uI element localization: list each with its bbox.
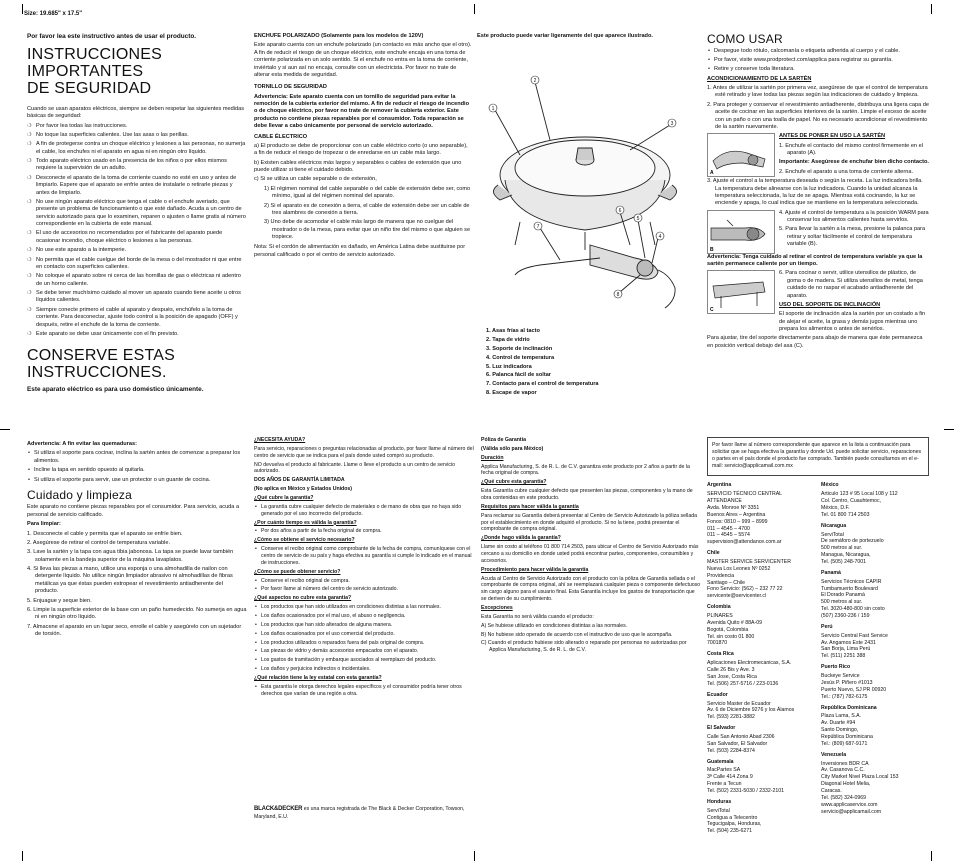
safety-item: ❍ No coloque el aparato sobre ni cerca de las hornillas de gas o eléctricas ni adentro de un horno caliente.: [27, 273, 247, 288]
cable-b: b) Existen cables eléctricos más largos y separables o cables de extensión que uno puede utilizar si tiene el cuidado debido.: [254, 159, 462, 173]
burn-warning-item: • Si utiliza el soporte para cocinar, inclina la sartén antes de comenzar a preparar los alimentos.: [27, 450, 247, 465]
care-item: 6. Limpie la superficie exterior de la base con un paño humedecido. No sumerja en agua ni en ningún otro líquido.: [27, 606, 247, 621]
service-line: Tel. (593) 2281-3882: [707, 714, 755, 721]
safety-item: ❍ Por favor lea todas las instrucciones.: [27, 123, 247, 130]
care-item: 5. Enjuague y seque bien.: [27, 597, 92, 604]
service-line: Buenos Aires – Argentina: [707, 511, 766, 518]
mx-duration-title: Duración: [481, 454, 504, 461]
service-line: Tel. 01 800 714 2503: [821, 511, 870, 518]
service-line: City Market Nivel Plaza Local 153: [821, 774, 899, 781]
service-line: 7001870: [707, 640, 728, 647]
polarized-title: ENCHUFE POLARIZADO (Solamente para los modelos de 120V): [254, 33, 424, 39]
safety-item: ❍ Todo aparato eléctrico usado en la presencia de los niños o por ellos mismos requiere la supervisión de un adulto.: [27, 158, 247, 173]
mx-coverage-title: ¿Qué cubre esta garantía?: [481, 479, 547, 486]
mx-where-text: Llame sin costo al teléfono 01 800 714 2503, para ubicar el Centro de Servicio Autorizado más cercano a su domicilio en donde usted podrá encontrar partes, componentes, consumibles y accesorios.: [481, 544, 699, 564]
mx-procedure-title: Procedimiento para hacer válida la garantía: [481, 566, 589, 573]
safety-item: ❍ No permita que el cable cuelgue del borde de la mesa o del mostrador ni que entre en contacto con superficies calientes.: [27, 257, 247, 272]
safety-title-1: INSTRUCCIONES IMPORTANTES: [27, 46, 163, 81]
warranty-question: ¿Cómo se obtiene el servicio necesario?: [254, 537, 355, 544]
service-country: Honduras: [707, 798, 732, 805]
brand-logo: BLACK&DECKER: [254, 806, 303, 812]
service-country: República Dominicana: [821, 704, 877, 711]
service-line: Servicio Master de Ecuador: [707, 700, 771, 707]
service-line: Fonos: 0810 – 999 – 8999: [707, 518, 768, 525]
service-line: (507) 2360-236 / 159: [821, 613, 870, 620]
service-line: 3ª Calle 414 Zona 9: [707, 774, 753, 781]
warranty-question: ¿Por cuánto tiempo es válida la garantía?: [254, 519, 357, 526]
warranty-answer: • Los productos que han sido utilizados en condiciones distintas a las normales.: [254, 604, 474, 611]
crop-mark: [474, 4, 475, 14]
cable-a: a) El producto se debe de proporcionar con un cable eléctrico corto (o uno separable), a fin de reducir el riesgo de tropezar o de enredarse en un cable más largo.: [254, 142, 468, 157]
conditioning-item: 2. Para proteger y conservar el revestimiento antiadherente, distribuya una ligera capa de aceite de cocinar en las superficies interiores de la sartén. Limpie el exceso de aceite con un paño o con una toalla de papel. No es necesario acondicionar el revestimiento de la sartén nuevamente.: [707, 101, 930, 130]
before-use-warning: Advertencia: Tenga cuidado al retirar el control de temperatura variable ya que la sartén permanece caliente por un tiempo.: [707, 253, 923, 268]
service-country: Argentina: [707, 482, 732, 489]
service-line: Inversiones BDR CA: [821, 760, 869, 767]
callout-number: 8: [616, 292, 620, 298]
care-item: 3. Lave la sartén y la tapa con agua tibia jabonosa. La tapa se puede lavar también solamente en la bandeja superior de la máquina lavaplatos.: [27, 549, 234, 563]
part-item: 4. Control de temperatura: [486, 354, 555, 361]
mx-requirements-title: Requisitos para hacer válida la garantía: [481, 503, 579, 510]
warranty-answer: • La garantía cubre cualquier defecto de materiales o de mano de obra que no haya sido generado por el uso incorrecto del producto.: [254, 504, 474, 518]
safety-item: ❍ No use este aparato a la intemperie.: [27, 247, 247, 254]
safety-title-2: DE SEGURIDAD: [27, 80, 152, 98]
callout-number: 7: [536, 224, 540, 230]
service-line: Avenida Quito # 88A-09: [707, 619, 762, 626]
mx-exception-item: B) No hubiese sido operado de acuerdo con el instructivo de uso que le acompaña.: [481, 631, 673, 638]
crop-mark: [22, 851, 23, 861]
crop-mark: [931, 4, 932, 14]
service-line: Tel. (511) 2251 388: [821, 653, 866, 660]
service-country: Ecuador: [707, 691, 728, 698]
safety-column: [27, 33, 247, 396]
illustration-note: Este producto puede variar ligeramente del que aparece ilustrado.: [477, 33, 653, 39]
warranty-help-title: ¿NECESITA AYUDA?: [254, 437, 306, 443]
service-line: Buckeye Service: [821, 673, 860, 680]
safety-item: ❍ No use ningún aparato eléctrico que tenga el cable o el enchufe averiado, que presente un problema de funcionamiento o que esté dañado. Acuda a un centro de servicio autorizado para que lo examinen, reparen o ajusten o llame gratis al número correspondiente en la cubierta de este manual.: [27, 199, 247, 229]
before-use-step-4: 4. Ajuste el control de temperatura a la posición WARM para conservar los alimentos calientes hasta servirlos.: [779, 209, 929, 224]
service-line: Tel. (506) 257-5716 / 223-0136: [707, 680, 779, 687]
service-line: Plaza Lama, S.A.: [821, 713, 862, 720]
part-item: 1. Asas frías al tacto: [486, 328, 540, 334]
service-country: Nicaragua: [821, 522, 847, 529]
service-line: servicio@applicamail.com: [821, 808, 882, 815]
part-item: 3. Soporte de inclinación: [486, 345, 553, 352]
service-line: Tel. (504) 235-6271: [707, 828, 752, 835]
service-line: Tumbamuerto Boulevard: [821, 585, 878, 592]
callout-number: 3: [670, 121, 674, 127]
before-use-step-6: 6. Para cocinar o servir, utilice utensilios de plástico, de goma o de madera. Si utiliza utensilios de metal, tenga cuidado de no raspar el acabado antiadherente del aparato.: [779, 270, 923, 299]
before-use-step-1: 1. Enchufe el contacto del mismo control firmemente en el aparato (A).: [779, 142, 923, 157]
warranty-answer: • Las piezas de vidrio y demás accesorios empacados con el aparato.: [254, 648, 474, 655]
service-line: Tegucigalpa, Honduras,: [707, 821, 762, 828]
warranty-answer: • Esta garantía le otorga derechos legales específicos y el consumidor podría tener otros derechos que varían de una región a otra.: [254, 684, 474, 698]
before-use-step-2: 2. Enchufe el aparato a una toma de corriente alterna.: [779, 168, 914, 175]
burn-warning-list: [27, 450, 247, 484]
conserve-title-2: INSTRUCCIONES.: [27, 364, 167, 382]
warranty-answer: • Conserve el recibo original como comprobante de la fecha de compra, comuníquese con el centro de servicio de su país y haga efectiva su garantía si cumple lo indicado en el manual de instrucciones.: [254, 546, 474, 567]
service-line: República Dominicana: [821, 733, 873, 740]
service-line: SERVICIO TÉCNICO CENTRAL: [707, 491, 783, 498]
warranty-question: ¿Cómo se puede obtener servicio?: [254, 568, 341, 575]
service-line: Tel. 3020-480-800 sin costo: [821, 606, 885, 613]
cable-c-list: [254, 186, 472, 242]
service-line: Av. Angamos Este 2431: [821, 639, 876, 646]
safety-item: ❍ Siempre conecte primero el cable al aparato y después, enchúfelo a la toma de corriente. Para desconectar, ajuste todo control a la posición de apagado (OFF) y después, retire el enchufe de la toma de corriente.: [27, 307, 247, 329]
mx-requirements-text: Para reclamar su Garantía deberá presentar al Centro de Servicio Autorizado la póliza sellada por el establecimiento en donde adquirió el producto. Si no la tiene, podrá presentar el comprobante de compra original.: [481, 512, 697, 533]
service-country: El Salvador: [707, 725, 736, 732]
service-line: Articulo 123 # 95 Local 108 y 112: [821, 491, 898, 498]
service-line: México, D.F.: [821, 505, 850, 512]
service-country: Guatemala: [707, 758, 734, 765]
service-line: ServiTotal: [821, 531, 844, 538]
service-line: 500 metros al sur.: [821, 599, 863, 606]
crop-mark: [944, 429, 954, 430]
service-line: supervision@attendance.com.ar: [707, 539, 782, 546]
safety-item: ❍ Desconecte el aparato de la toma de corriente cuando no esté en uso y antes de limpiarlo. Espere que el aparato se enfríe antes de instalarle o retirarle piezas y antes de limpiarlo.: [27, 175, 247, 197]
conditioning-item: 1. Antes de utilizar la sartén por primera vez, asegúrese de que el control de temperatura esté retirado y lave todas las piezas según las indicaciones de cuidado y limpieza.: [707, 85, 928, 99]
service-line: Frente a Tecun: [707, 781, 742, 788]
parts-list: [486, 328, 686, 399]
size-label: Size: 19.685" x 17.5": [24, 11, 83, 17]
service-line: 500 metros al sur.: [821, 545, 863, 552]
care-item: 1. Desconecte el cable y permita que el aparato se enfríe bien.: [27, 530, 183, 537]
before-use-important: Importante: Asegúrese de enchufar bien dicho contacto.: [779, 159, 929, 166]
burn-warning-item: • Si utiliza el soporte para servir, use un protector o un guante de cocina.: [27, 477, 247, 484]
tilt-stand-text: El soporte de inclinación alza la sartén por un costado a fin de alejar el aceite, la grasa y demás jugos mientras uno prepara los alimentos o antes de servirlos.: [779, 311, 926, 333]
warranty-answer: • Por favor llame al número del centro de servicio autorizado.: [254, 586, 474, 593]
warranty-question: ¿Qué cubre la garantía?: [254, 495, 314, 502]
size-bar: [0, 0, 954, 22]
service-country: México: [821, 482, 839, 489]
service-country: Venezuela: [821, 751, 847, 758]
how-to-use-bullet: • Despegue todo rótulo, calcomanía o etiqueta adherida al cuerpo y el cable.: [707, 48, 929, 55]
mx-duration-text: Applica Manufacturing, S. de R. L. de C.V. garantiza este producto por 2 años a partir de la fecha original de compra.: [481, 463, 690, 477]
service-contacts-left: [707, 478, 815, 835]
care-intro: Este aparato no contiene piezas reparables por el consumidor. Para servicio, acuda a personal de servicio calificado.: [27, 504, 240, 518]
service-line: Santiago – Chile: [707, 579, 746, 586]
service-centers-column: [707, 437, 929, 835]
how-to-use-bullet: • Por favor, visite www.prodprotect.com/applica para registrar su garantía.: [707, 57, 929, 64]
service-line: Av. Duarte #94: [821, 720, 856, 727]
figure-c: [707, 270, 775, 314]
mx-exceptions-text: Esta Garantía no será válida cuando el producto:: [481, 613, 594, 620]
care-subtitle: Para limpiar:: [27, 521, 61, 528]
care-title: Cuidado y limpieza: [27, 487, 132, 502]
service-line: ATTENDANCE: [707, 498, 742, 505]
mx-exceptions-title: Excepciones: [481, 605, 513, 612]
polarized-text: Este aparato cuenta con un enchufe polarizado (un contacto es más ancho que el otro). A fin de reducir el riesgo de un choque eléctrico, este enchufe encaja en una toma de corriente polarizada en un solo sentido. Si el enchufe no entra en la toma de corriente, inviértalo y si aun así no encaja, consulte con un electricista. Por favor no trate de alterar esta medida de seguridad.: [254, 42, 472, 78]
warranty-answer: • Conserve el recibo original de compra.: [254, 578, 474, 585]
service-line: servicente@servicenter.cl: [707, 593, 767, 600]
service-line: Av. Casanova C.C.: [821, 767, 865, 774]
service-line: Aplicaciones Electromecanicas, S.A.: [707, 660, 792, 667]
safety-intro: Cuando se usan aparatos eléctricos, siempre se deben respetar las siguientes medidas básicas de seguridad:: [27, 105, 245, 120]
care-item: 7. Almacene el aparato en un lugar seco, enrolle el cable y asegúrelo con un sujetador de torsión.: [27, 623, 242, 638]
household-note: Este aparato eléctrico es para uso doméstico únicamente.: [27, 385, 204, 393]
mx-warranty-title: Póliza de Garantía: [481, 437, 526, 443]
service-line: www.applicaservice.com: [821, 801, 878, 808]
service-intro-box: [707, 437, 929, 476]
service-line: Col. Centro, Cuauhtemoc,: [821, 498, 881, 505]
electrical-column: [254, 33, 472, 261]
callout-number: 6: [618, 208, 622, 214]
service-line: MacPartes SA: [707, 767, 741, 774]
part-item: 5. Luz indicadora: [486, 363, 532, 370]
care-list: [27, 531, 247, 639]
service-line: Calle 26 Bis y Ave. 3: [707, 667, 755, 674]
part-item: 6. Palanca fácil de soltar: [486, 372, 551, 379]
crop-mark: [0, 429, 10, 430]
service-line: Servicio Central Fast Service: [821, 632, 888, 639]
service-line: Tel. (505) 248-7001: [821, 559, 866, 566]
service-contacts-right: [821, 478, 929, 835]
tilt-stand-text-2: Para ajustar, tire del soporte directamente para abajo de manera que éste permanezca en posición vertical debajo del asa (C).: [707, 335, 923, 349]
service-line: Puerto Nuevo, SJ PR 00920: [821, 686, 887, 693]
callout-number: 5: [636, 216, 640, 222]
service-line: 011 – 4545 – 5574: [707, 532, 750, 539]
safety-item: ❍ Se debe tener muchísimo cuidado al mover un aparato cuando tiene aceite u otros líquidos calientes.: [27, 290, 247, 305]
safety-list: [27, 123, 247, 339]
service-line: Servicios Técnicos CAPIR: [821, 578, 882, 585]
warranty-return: NO devuelva el producto al fabricante. Llame o lleve el producto a un centro de servicio autorizado.: [254, 461, 455, 475]
warranty-help-text: Para servicio, reparaciones o preguntas relacionadas al producto, por favor llame al número del centro de servicio que se indica para el país donde usted compró su producto.: [254, 445, 474, 459]
illustration-column: [477, 33, 692, 42]
safety-item: ❍ El uso de accesorios no recomendados por el fabricante del aparato puede ocasionar incendio, choque eléctrico o lesiones a las personas.: [27, 230, 247, 245]
service-line: El Dorado Panamá: [821, 592, 865, 599]
service-line: Santo Domingo,: [821, 727, 859, 734]
mx-exception-item: A) Se hubiese utilizado en condiciones distintas a las normales.: [481, 622, 628, 629]
warranty-answer: • Los daños ocasionados por el mal uso, el abuso o negligencia.: [254, 613, 474, 620]
mx-where-title: ¿Donde hago válida la garantía?: [481, 535, 561, 542]
cable-title: CABLE ÉLECTRICO: [254, 133, 308, 140]
service-country: Chile: [707, 550, 720, 557]
warranty-two-years-sub: (No aplica en México y Estados Unidos): [254, 486, 353, 493]
callout-number: 2: [533, 78, 537, 84]
service-line: Jesús P. Piñero #1013: [821, 679, 873, 686]
crop-mark: [931, 851, 932, 861]
callout-number: 1: [491, 106, 495, 112]
burn-warning-title: Advertencia: A fin evitar las quemaduras:: [27, 441, 137, 447]
screw-title: TORNILLO DE SEGURIDAD: [254, 84, 327, 91]
cable-c: c) Si se utiliza un cable separable o de extensión,: [254, 176, 377, 183]
figure-label-c: C: [710, 307, 714, 314]
part-item: 2. Tapa de vidrio: [486, 336, 530, 343]
service-line: Contigua a Telecentro: [707, 814, 758, 821]
figure-a: [707, 133, 775, 177]
safety-item: ❍ No toque las superficies calientes. Use las asas o las perillas.: [27, 132, 247, 139]
service-intro-text: Por favor llame al número correspondiente que aparece en la lista a continuación para solicitar que se haga efectiva la garantía y donde Ud. puede solicitar servicio, reparaciones o partes en el país donde el producto fue comprado. También puede consultarnos en el e-mail: servicio@applicamail.com.mx: [712, 442, 922, 469]
service-line: 011 – 4545 – 4700: [707, 525, 750, 532]
service-line: San Borja, Lima Perú: [821, 646, 871, 653]
mx-procedure-text: Acuda al Centro de Servicio Autorizado con el producto con la póliza de Garantía sellada o el comprobante de compra original, ahí se reemplazará cualquier pieza o componente defectuoso sin cargo alguno para el usuario final. Esta Garantía incluye los gastos de transportación que se deriven de su cumplimiento.: [481, 575, 701, 603]
before-use-step-5: 5. Para llevar la sartén a la mesa, presione la palanca para retirar y soltar fácilmente el control de temperatura variable (B).: [779, 226, 926, 248]
brand-text: es una marca registrada de The Black & Decker Corporation, Towson, Maryland, E.U.: [254, 806, 465, 820]
burn-warning-item: • Incline la tapa en sentido opuesto al quitarla.: [27, 467, 247, 474]
conditioning-list: [707, 85, 929, 131]
service-line: Managua, Nicaragua,: [821, 552, 871, 559]
how-to-use-column: [707, 33, 929, 352]
figure-label-a: A: [710, 170, 714, 177]
warranty-question: ¿Qué aspectos no cubre esta garantía?: [254, 595, 352, 602]
before-use-step-3: 3. Ajuste el control a la temperatura deseada o según la receta. La luz indicadora brilla. La temperatura debe alinearse con la luz indicadora. Cuando la unidad alcanza la temperatura seleccionada, la luz de se apaga. Mientras está cocinando, la luz se enciende y apaga, lo cual indica que se mantiene en la temperatura seleccionada.: [707, 178, 923, 207]
tilt-stand-title: USO DEL SOPORTE DE INCLINACIÓN: [779, 301, 881, 308]
warranty-answer: • Por dos años a partir de la fecha original de compra.: [254, 528, 474, 535]
service-country: Perú: [821, 623, 833, 630]
service-country: Panamá: [821, 569, 841, 576]
safety-item: ❍ A fin de protegerse contra un choque eléctrico y lesiones a las personas, no sumerja el cable, los enchufes ni el aparato en agua ni en ningún otro líquido.: [27, 141, 247, 156]
service-line: PLINARES: [707, 613, 733, 620]
figure-label-b: B: [710, 246, 714, 253]
cable-c-item: 2) Si el aparato es de conexión a tierra, el cable de extensión debe ser un cable de tres alambres de conexión a tierra.: [264, 202, 470, 216]
service-line: De semáforo de portezuelo: [821, 538, 884, 545]
cable-c-item: 3) Uno debe de acomodar el cable más largo de manera que no cuelgue del mostrador o de la mesa, para evitar que un niño tire del mismo o que alguien se tropiece.: [264, 219, 471, 240]
part-item: 8. Escape de vapor: [486, 390, 537, 397]
cable-note: Nota: Si el cordón de alimentación es dañado, en América Latina debe sustituirse por personal calificado o por el centro de servicio autorizado.: [254, 244, 466, 258]
service-line: Tel.: (787) 782-6175: [821, 693, 868, 700]
mx-coverage-text: Esta Garantía cubre cualquier defecto que presenten las piezas, componentes y la mano de obra contenidas en este producto.: [481, 488, 693, 502]
service-line: San Salvador, El Salvador: [707, 740, 768, 747]
service-line: Caracas.: [821, 787, 842, 794]
how-to-use-title: COMO USAR: [707, 32, 783, 46]
mx-warranty-sub: (Válida sólo para México): [481, 445, 544, 452]
how-to-use-bullets: [707, 48, 929, 74]
mx-exception-item: C) Cuando el producto hubiese sido alterado o reparado por personas no autorizadas por Applica Manufacturing, S. de R. L. de C.V.: [481, 640, 687, 654]
service-line: Avda. Monroe Nº 3351: [707, 505, 760, 512]
service-line: Tel. sin costo 01 800: [707, 633, 755, 640]
warranty-answer: • Los daños ocasionados por el uso comercial del producto.: [254, 631, 474, 638]
service-country: Colombia: [707, 604, 731, 611]
warranty-question: ¿Qué relación tiene la ley estatal con esta garantía?: [254, 675, 382, 682]
how-to-use-bullet: • Retire y conserve toda literatura.: [707, 66, 929, 73]
service-line: Providencia: [707, 572, 735, 579]
intro-line: Por favor lea este instructivo antes de usar el producto.: [27, 33, 197, 40]
warranty-answer: • Los gastos de tramitación y embarque asociados al reemplazo del producto.: [254, 657, 474, 664]
service-line: Tel. (502) 2331-5030 / 2332-2101: [707, 787, 785, 794]
care-column: [27, 441, 247, 640]
service-line: San Jose, Costa Rica: [707, 673, 757, 680]
mexico-warranty-column: [481, 437, 701, 656]
service-line: Fono Servicio: (562) – 232 77 22: [707, 586, 783, 593]
service-line: Tel.: (809) 687-9171: [821, 740, 868, 747]
service-line: ServiTotal: [707, 807, 730, 814]
service-line: Bogotá, Colombia: [707, 626, 749, 633]
service-country: Puerto Rico: [821, 664, 851, 671]
screw-text: Advertencia: Este aparato cuenta con un tornillo de seguridad para evitar la remoción de la cubierta exterior del mismo. A fin de reducir el riesgo de incendio o de choque eléctrico, por favor no trate de remover la cubierta exterior. Este producto no contiene piezas reparables por el consumidor. Toda reparación se debe llevar a cabo únicamente por personal de servicio autorizado.: [254, 93, 470, 130]
warranty-answer: • Los daños y perjuicios indirectos o incidentales.: [254, 666, 474, 673]
care-item: 2. Asegúrese de retirar el control de temperatura variable.: [27, 539, 171, 546]
service-line: Nueva Los Leones Nº 0252: [707, 565, 771, 572]
service-line: MASTER SERVICE SERVICENTER: [707, 559, 791, 566]
figure-b: [707, 210, 775, 254]
warranty-column: [254, 437, 474, 700]
before-use-title: ANTES DE PONER EN USO LA SARTÉN: [779, 133, 886, 140]
service-country: Costa Rica: [707, 651, 734, 658]
service-line: Diagonal Hotel Melia,: [821, 781, 871, 788]
service-line: Calle San Antonio Abad 2306: [707, 733, 775, 740]
mx-exceptions-list: [481, 623, 701, 654]
cable-c-item: 1) El régimen nominal del cable separable o del cable de extensión debe ser, como mínimo, igual al del régimen nominal del aparato.: [264, 185, 471, 200]
conditioning-title: ACONDICIONAMIENTO DE LA SARTÉN: [707, 75, 812, 82]
part-item: 7. Contacto para el control de temperatura: [486, 381, 599, 388]
warranty-answer: • Los productos utilizados o reparados fuera del país original de compra.: [254, 640, 474, 647]
crop-mark: [474, 851, 475, 861]
callout-number: 4: [658, 234, 662, 240]
safety-item: ❍ Este aparato se debe usar únicamente con el fin previsto.: [27, 331, 247, 338]
conserve-title-1: CONSERVE ESTAS: [27, 347, 176, 365]
service-line: Av. 6 de Diciembre 9276 y los Álamos: [707, 707, 795, 714]
service-line: Tel. (582) 324-0969: [821, 794, 866, 801]
service-line: Tel. (503) 2284-8374: [707, 747, 755, 754]
warranty-two-years: DOS AÑOS DE GARANTÍA LIMITADA: [254, 477, 345, 484]
warranty-answer: • Los productos que han sido alterados de alguna manera.: [254, 622, 474, 629]
skillet-illustration: [480, 60, 690, 320]
brand-footer: [254, 806, 474, 821]
care-item: 4. Si lleva las piezas a mano, utilice una esponja o una almohadilla de nailon con detergente líquido. No utilice ningún limpiador abrasivo ni almohadillas de fibras metálicas ya que éstas pueden estropear el revestimiento antiadherente del producto.: [27, 566, 233, 595]
crop-mark: [22, 4, 23, 14]
